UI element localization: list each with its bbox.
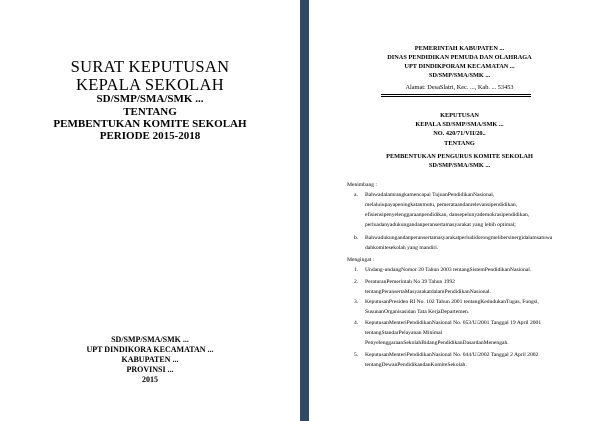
letterhead-line: UPT DINDIKPORAM KECAMATAN ... (404, 63, 515, 70)
remembering-text: Undang-undangNomor 20 Tahun 2003 tentangSistemPendidikanNasional. (365, 267, 532, 273)
remembering-text: tentangStandarPelayanan Minimal (365, 330, 443, 336)
considering-text: dahkomitesekolah yang mandiri. (365, 245, 439, 251)
decree-subject: PEMBENTUKAN PENGURUS KOMITE SEKOLAH (386, 153, 533, 160)
considering-label: Menimbang : (347, 182, 377, 188)
considering-text: Bahwadalamrangkamencapai TujuanPendidikanNasional, (365, 192, 495, 198)
remembering-marker: 2. (354, 279, 359, 285)
remembering-text: KeputusanMenteriPendidikanNasional No. 044/U/2002 Tanggal 2 April 2002 (365, 352, 539, 358)
cover-subtitle-line1: SD/SMP/SMA/SMK ... (96, 93, 204, 105)
letterhead-rule (381, 94, 531, 95)
cover-title-line2: KEPALA SEKOLAH (76, 75, 224, 94)
cover-footer-line: UPT DINDIKORA KECAMATAN ... (86, 345, 214, 354)
decree-page (309, 0, 610, 421)
cover-subtitle-line2: TENTANG (123, 106, 177, 118)
remembering-text: PenyelenggaraanSekolahBidangPendidikanDasardanMenengah. (365, 340, 509, 346)
considering-marker: a. (354, 192, 358, 198)
letterhead-address: Alamat: DesaSlatri, Kec. ..., Kab. ... 53453 (405, 84, 514, 91)
cover-subtitle-line3: PEMBENTUKAN KOMITE SEKOLAH (53, 118, 247, 130)
decree-heading: TENTANG (444, 140, 475, 147)
decree-subject: SD/SMP/SMA/SMK ... (428, 162, 491, 169)
remembering-label: Mengingat : (347, 257, 375, 263)
cover-title-line1: SURAT KEPUTUSAN (70, 57, 230, 76)
remembering-text: SusunanOrganisasidan Tata KerjaDepartemen. (365, 309, 470, 315)
decree-heading: KEPALA SD/SMP/SMA/SMK ... (415, 121, 504, 128)
decree-heading: KEPUTUSAN (440, 112, 479, 119)
remembering-text: KeputusanPresiden RI No. 102 Tahun 2001 tentangKedudukanTugas, Fungsi, (365, 299, 539, 305)
letterhead-line: PEMERINTAH KABUPATEN ... (414, 45, 505, 52)
page-divider (300, 0, 309, 421)
cover-footer-line: PROVINSI ... (126, 365, 174, 374)
remembering-marker: 1. (354, 267, 359, 273)
remembering-text: tentangPeransertaMasyarakatdalamPendidikanNasional. (365, 289, 491, 295)
decree-number: NO. 420/71/VII/20.. (433, 130, 486, 137)
remembering-marker: 4. (354, 320, 359, 326)
cover-page (0, 0, 300, 421)
cover-footer-year: 2015 (142, 375, 158, 384)
considering-text: perluadanyadukungandanperansertamasyarakat yang lebih optimal; (365, 222, 516, 228)
remembering-text: KeputusanMenteriPendidikanNasional No. 053/U/2001 Tanggal 19 April 2001 (365, 320, 542, 326)
remembering-text: PeraturanPemerintah No 39 Tahun 1992 (365, 279, 455, 285)
cover-footer-line: KABUPATEN ... (121, 355, 179, 364)
considering-text: efisiensipenyelenggaraanpendidikan, dansepelunyademokrasipendidikan, (365, 212, 530, 218)
letterhead-line: SD/SMP/SMA/SMK ... (428, 72, 491, 79)
remembering-marker: 3. (354, 299, 359, 305)
considering-marker: b. (354, 235, 359, 241)
considering-text: Bahwadukungandanperansertamasyarakatperludidorongmelibersinergidalamsatuwa (365, 235, 553, 241)
letterhead-rule (381, 96, 531, 97)
remembering-marker: 5. (354, 352, 359, 358)
letterhead-line: DINAS PENDIDIKAN PEMUDA DAN OLAHRAGA (387, 54, 532, 61)
remembering-text: tentangDewanPendidikandanKomiteSekolah. (365, 362, 467, 368)
cover-footer-line: SD/SMP/SMA/SMK ... (111, 335, 189, 344)
considering-text: melaluiupayapeningkatanmutu, pemerataandanrelevansipendidikan, (365, 202, 518, 208)
cover-subtitle-line4: PERIODE 2015-2018 (99, 130, 201, 142)
